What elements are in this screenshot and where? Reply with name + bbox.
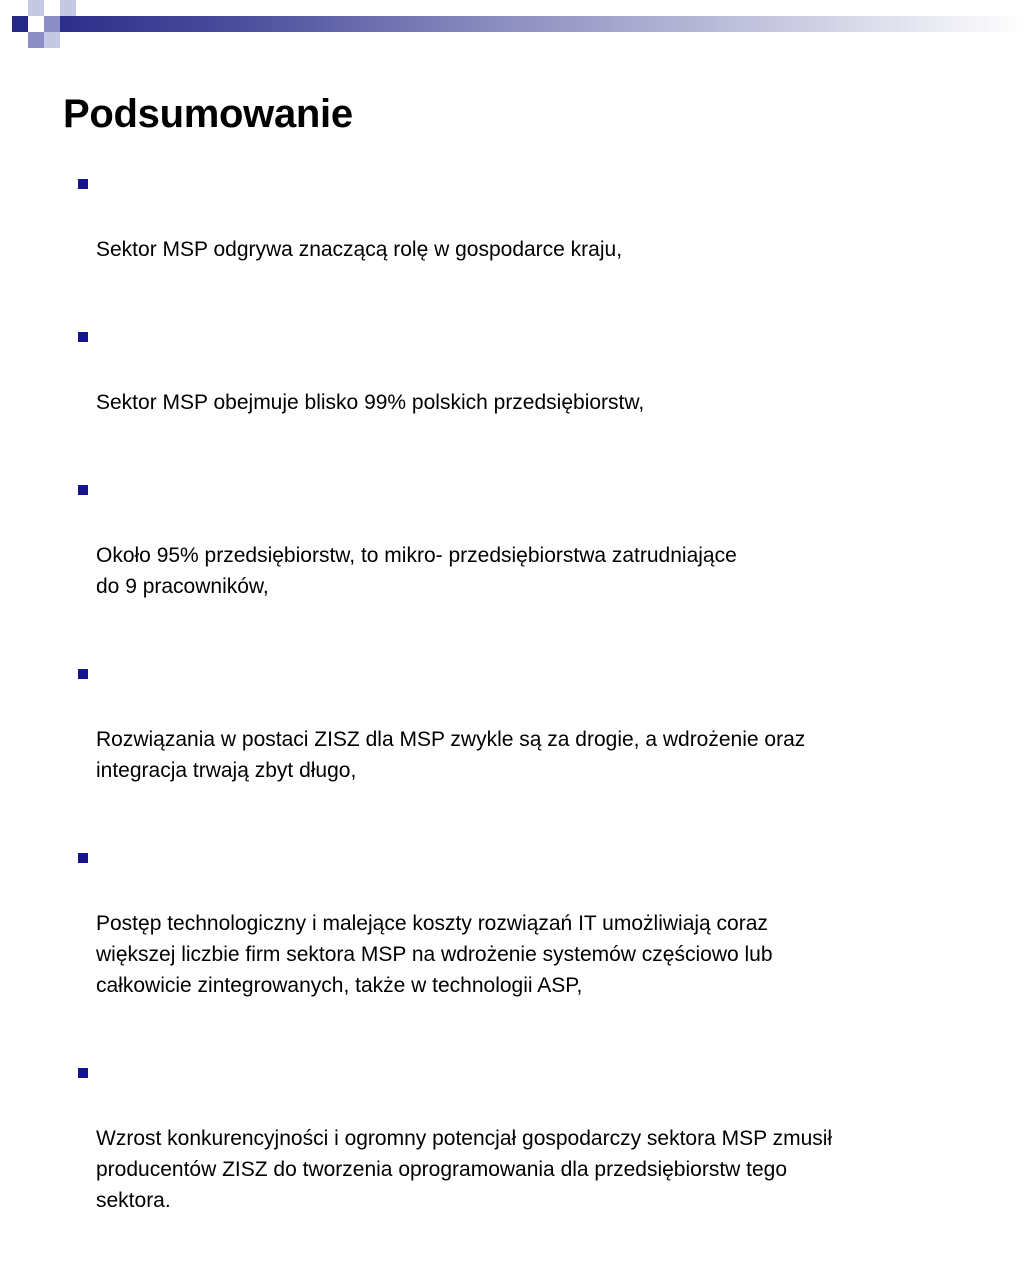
bullet-item (76, 172, 1016, 296)
bullet-text: Około 95% przedsiębiorstw, to mikro- przedsiębiorstwa zatrudniające do 9 pracowników, (96, 544, 737, 598)
bullet-text: Postęp technologiczny i malejące koszty rozwiązań IT umożliwiają coraz większej liczbie firm sektora MSP na wdrożenie systemów częściowo lub całkowicie zintegrowanych, także w technologii ASP, (96, 912, 773, 997)
bullet-item (76, 325, 1016, 449)
bullet-item (76, 662, 1016, 817)
square-bullet-icon (78, 669, 88, 679)
slide-title: Podsumowanie (63, 92, 353, 136)
square-bullet-icon (78, 179, 88, 189)
decor-square-icon (28, 32, 44, 48)
bullet-list (76, 172, 1016, 1276)
square-bullet-icon (78, 1068, 88, 1078)
bullet-text: Sektor MSP odgrywa znaczącą rolę w gospodarce kraju, (96, 238, 623, 261)
decor-square-icon (28, 0, 44, 16)
header-gradient-bar (60, 16, 1024, 32)
bullet-text: Wzrost konkurencyjności i ogromny potencjał gospodarczy sektora MSP zmusił producentów ZISZ do tworzenia oprogramowania dla przedsiębiorstw tego sektora. (96, 1127, 833, 1212)
bullet-item (76, 846, 1016, 1032)
bullet-text: Sektor MSP obejmuje blisko 99% polskich przedsiębiorstw, (96, 391, 645, 414)
square-bullet-icon (78, 485, 88, 495)
decor-square-icon (60, 0, 76, 16)
bullet-item (76, 1061, 1016, 1247)
decor-square-icon (44, 32, 60, 48)
decor-square-icon (44, 16, 60, 32)
bullet-text: Rozwiązania w postaci ZISZ dla MSP zwykle są za drogie, a wdrożenie oraz integracja trwają zbyt długo, (96, 728, 806, 782)
bullet-item (76, 478, 1016, 633)
square-bullet-icon (78, 332, 88, 342)
header-decoration (0, 0, 1024, 48)
square-bullet-icon (78, 853, 88, 863)
decor-square-icon (12, 16, 28, 32)
